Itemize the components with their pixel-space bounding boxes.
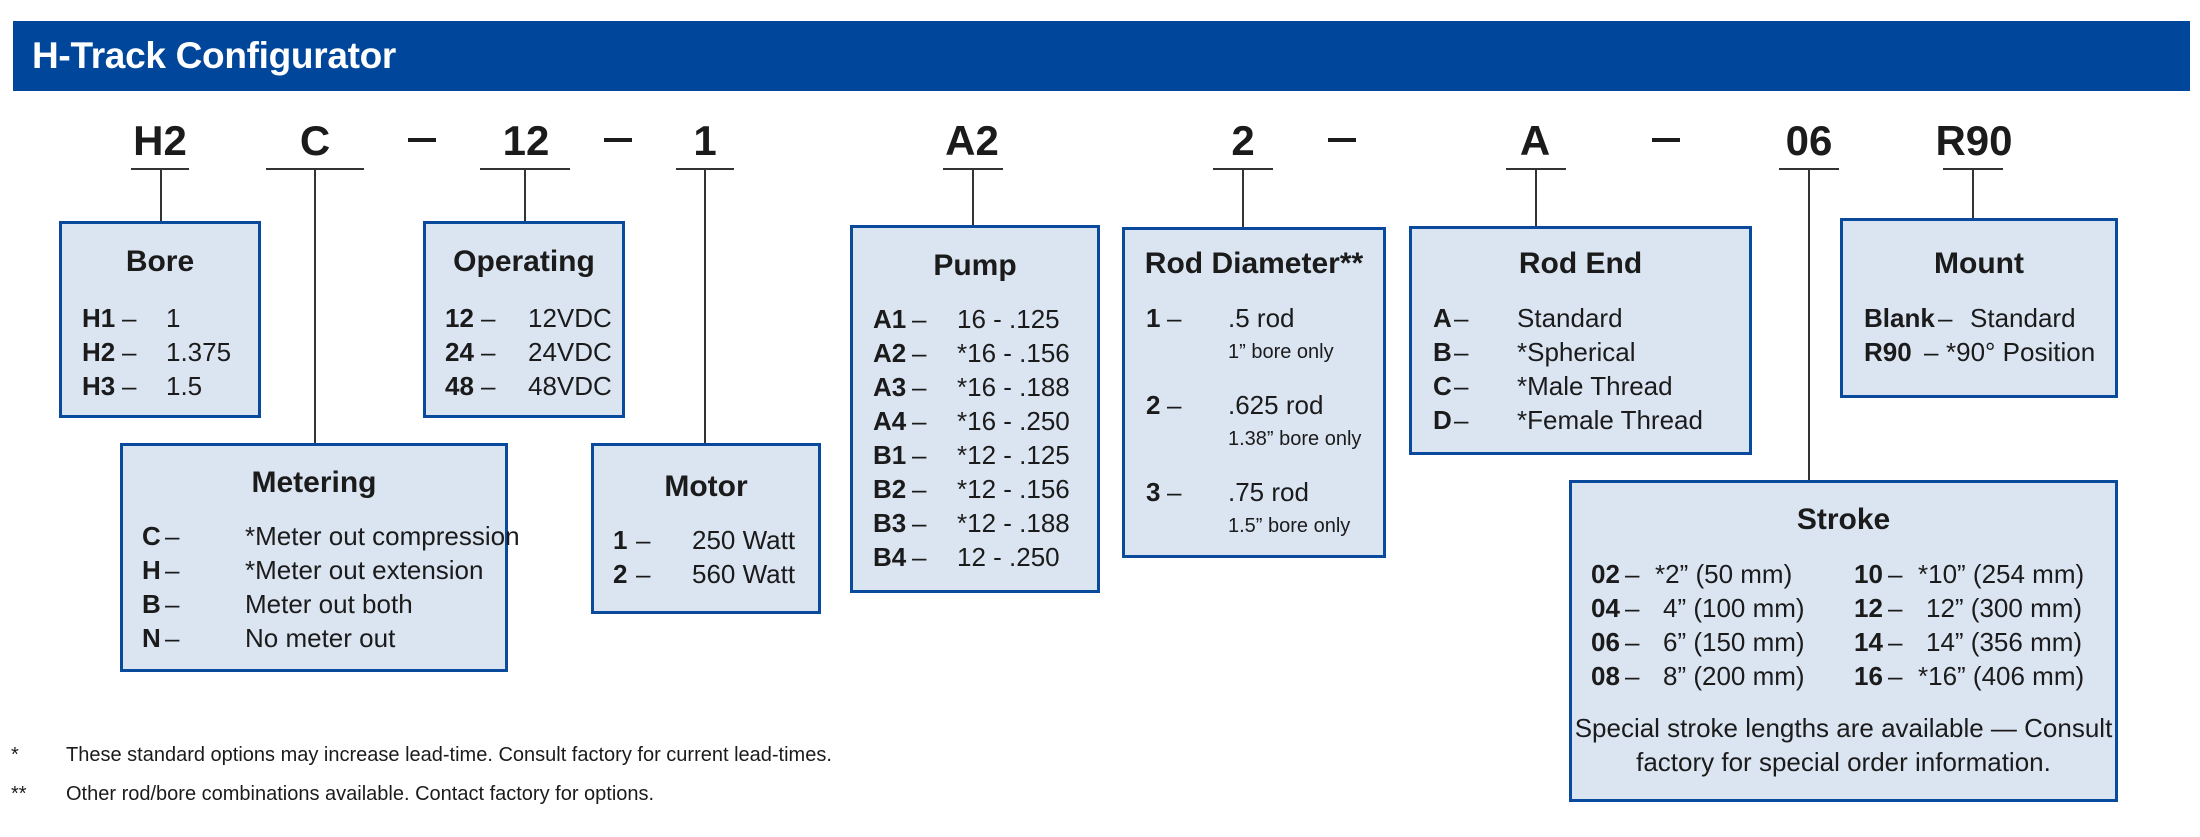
option-dash: – (122, 303, 137, 333)
option-value: 48VDC (528, 371, 612, 401)
option-dash: – (481, 303, 496, 333)
option-value: 1.5 (166, 371, 203, 401)
rod-diameter-title: Rod Diameter** (1144, 247, 1364, 280)
mount-box (1840, 218, 2118, 398)
option-code: 1 (1146, 303, 1161, 333)
option-dash: – (481, 337, 496, 367)
option-value: .5 rod (1228, 303, 1295, 333)
option-value: 12 - .250 (957, 542, 1060, 572)
option-code: B (142, 589, 161, 619)
option-code: 06 (1591, 627, 1620, 657)
option-dash: – (1625, 661, 1640, 691)
option-code: 02 (1591, 559, 1620, 589)
option-code: 1 (613, 525, 628, 555)
option-value: *2” (50 mm) (1655, 559, 1793, 589)
rod-end-box (1409, 226, 1752, 455)
option-code: 2 (1146, 390, 1161, 420)
code-segment-bore: H2 (133, 117, 187, 164)
option-value: *Spherical (1517, 337, 1636, 367)
connector-bore (160, 168, 162, 223)
option-dash: – (912, 372, 927, 402)
code-segment-mount: R90 (1935, 117, 2013, 164)
option-value: *12 - .188 (957, 508, 1070, 538)
pump-title: Pump (933, 249, 1017, 282)
option-code: 08 (1591, 661, 1620, 691)
option-dash: – (1625, 627, 1640, 657)
code-segment-motor: 1 (693, 117, 717, 164)
option-dash: – (1167, 390, 1182, 420)
code-segment-stroke: 06 (1785, 117, 1833, 164)
option-value: 560 Watt (692, 559, 796, 589)
option-value: 16 - .125 (957, 304, 1060, 334)
option-code: B4 (873, 542, 907, 572)
option-dash: – (165, 521, 180, 551)
option-value: 4” (100 mm) (1663, 593, 1805, 623)
code-segment-rod-end: A (1519, 117, 1551, 164)
rod-diameter-box (1122, 227, 1386, 558)
bore-title: Bore (125, 245, 195, 278)
option-code: 14 (1854, 627, 1883, 657)
connector-stroke (1808, 168, 1810, 482)
code-segment-rod-diameter: 2 (1231, 117, 1255, 164)
option-code: D (1433, 405, 1452, 435)
option-dash: – (912, 440, 927, 470)
option-code: 16 (1854, 661, 1883, 691)
code-separator (408, 138, 436, 142)
option-value: *16 - .156 (957, 338, 1070, 368)
operating-title: Operating (453, 245, 595, 278)
connector-rod-diameter (1242, 168, 1244, 228)
option-dash: – (1167, 303, 1182, 333)
option-code: 04 (1591, 593, 1620, 623)
option-code: A4 (873, 406, 907, 436)
motor-box (591, 443, 821, 614)
header-banner (13, 21, 2190, 91)
option-dash: – (1625, 559, 1640, 589)
option-value: Standard (1970, 303, 2076, 333)
pump-box (850, 225, 1100, 593)
option-code: B2 (873, 474, 907, 504)
option-dash: – (1888, 559, 1903, 589)
option-dash: – (1938, 303, 1953, 333)
option-value: 1.375 (166, 337, 232, 367)
option-value: 250 Watt (692, 525, 796, 555)
option-dash: – (912, 304, 927, 334)
option-dash: – (165, 555, 180, 585)
option-dash: – (1454, 405, 1469, 435)
option-dash: – (1167, 477, 1182, 507)
mount-title: Mount (1934, 247, 2024, 280)
option-value: *10” (254 mm) (1918, 559, 2085, 589)
option-dash: – (1625, 593, 1640, 623)
option-code: H3 (82, 371, 116, 401)
option-value: 6” (150 mm) (1663, 627, 1805, 657)
code-segment-operating: 12 (502, 117, 550, 164)
option-dash: – (912, 406, 927, 436)
footnote-mark: ** (11, 783, 27, 805)
connector-operating (524, 168, 526, 223)
option-value: Meter out both (245, 589, 413, 619)
page-title: H-Track Configurator (32, 35, 397, 76)
stroke-special-note: Special stroke lengths are available — Consult (1574, 713, 2113, 743)
option-dash: – (636, 525, 651, 555)
option-value: Standard (1517, 303, 1623, 333)
option-dash: – (1924, 337, 1939, 367)
option-code: 10 (1854, 559, 1883, 589)
option-code: 2 (613, 559, 628, 589)
option-value: 24VDC (528, 337, 612, 367)
option-value: *90° Position (1946, 337, 2096, 367)
option-value: *Male Thread (1517, 371, 1673, 401)
option-value: *12 - .156 (957, 474, 1070, 504)
rod-diameter-note: 1.5” bore only (1228, 515, 1351, 537)
connector-mount (1972, 168, 1974, 220)
option-value: 1 (166, 303, 181, 333)
option-value: 8” (200 mm) (1663, 661, 1805, 691)
metering-box (120, 443, 520, 672)
option-dash: – (636, 559, 651, 589)
option-value: *16” (406 mm) (1918, 661, 2085, 691)
option-value: .625 rod (1228, 390, 1324, 420)
rod-diameter-note: 1” bore only (1228, 341, 1334, 363)
option-dash: – (1888, 661, 1903, 691)
footnote-mark: * (11, 744, 19, 766)
option-value: 12” (300 mm) (1926, 593, 2083, 623)
option-dash: – (1454, 337, 1469, 367)
option-code: B (1433, 337, 1452, 367)
rod-diameter-note: 1.38” bore only (1228, 428, 1362, 450)
option-dash: – (122, 337, 137, 367)
motor-title: Motor (664, 470, 748, 503)
code-separator (1328, 138, 1356, 142)
option-code: A2 (873, 338, 907, 368)
code-segment-metering: C (299, 117, 331, 164)
option-code: 48 (445, 371, 474, 401)
metering-title: Metering (251, 466, 377, 499)
option-code: H (142, 555, 161, 585)
option-code: N (142, 623, 161, 653)
code-separator (604, 138, 632, 142)
option-code: C (1433, 371, 1452, 401)
rod-end-title: Rod End (1518, 247, 1643, 280)
option-value: 12VDC (528, 303, 612, 333)
code-separator (1652, 138, 1680, 142)
connector-pump (972, 168, 974, 226)
option-dash: – (481, 371, 496, 401)
option-code: C (142, 521, 161, 551)
option-value: *Female Thread (1517, 405, 1703, 435)
footnote-text: These standard options may increase lead-time. Consult factory for current lead-times. (66, 744, 832, 766)
option-dash: – (165, 623, 180, 653)
option-code: H2 (82, 337, 116, 367)
option-code: 24 (445, 337, 474, 367)
option-dash: – (912, 508, 927, 538)
option-code: B3 (873, 508, 907, 538)
bore-box (59, 221, 261, 418)
option-dash: – (1454, 371, 1469, 401)
option-code: A1 (873, 304, 907, 334)
option-value: *Meter out extension (245, 555, 484, 585)
option-dash: – (912, 338, 927, 368)
stroke-box (1569, 480, 2118, 802)
option-dash: – (1888, 593, 1903, 623)
option-value: *Meter out compression (245, 521, 520, 551)
option-dash: – (912, 474, 927, 504)
option-value: .75 rod (1228, 477, 1309, 507)
option-code: A (1433, 303, 1452, 333)
option-code: 12 (1854, 593, 1883, 623)
connector-motor (704, 168, 706, 445)
stroke-title: Stroke (1796, 503, 1891, 536)
connector-metering (314, 168, 316, 445)
option-code: H1 (82, 303, 116, 333)
option-code: A3 (873, 372, 907, 402)
option-dash: – (1454, 303, 1469, 333)
option-value: 14” (356 mm) (1926, 627, 2083, 657)
option-dash: – (165, 589, 180, 619)
stroke-special-note: factory for special order information. (1636, 747, 2051, 777)
option-value: *16 - .188 (957, 372, 1070, 402)
option-value: *16 - .250 (957, 406, 1070, 436)
option-code: B1 (873, 440, 907, 470)
option-code: 12 (445, 303, 474, 333)
option-dash: – (912, 542, 927, 572)
footnote-text: Other rod/bore combinations available. Contact factory for options. (66, 783, 655, 805)
option-code: Blank (1864, 303, 1935, 333)
option-value: *12 - .125 (957, 440, 1070, 470)
option-code: 3 (1146, 477, 1161, 507)
operating-box (423, 221, 625, 418)
option-value: No meter out (245, 623, 396, 653)
option-dash: – (1888, 627, 1903, 657)
option-code: R90 (1864, 337, 1912, 367)
code-segment-pump: A2 (945, 117, 999, 164)
connector-rod-end (1535, 168, 1537, 227)
option-dash: – (122, 371, 137, 401)
